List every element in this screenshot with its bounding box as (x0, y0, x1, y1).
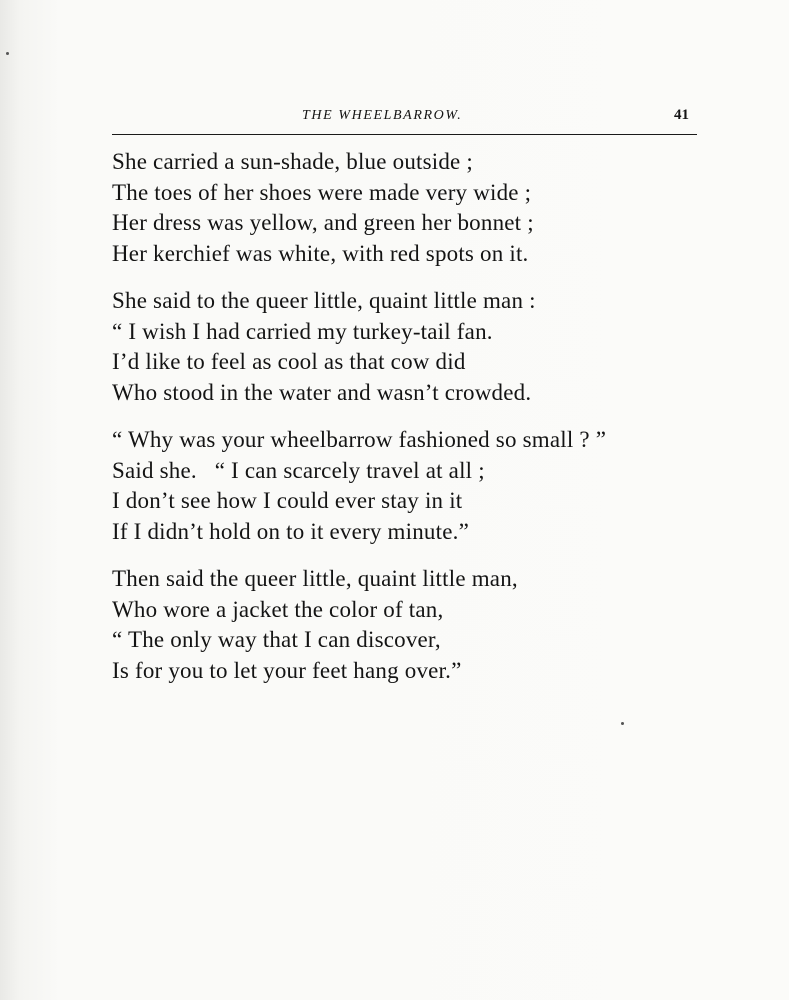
poem-line: Who stood in the water and wasn’t crowded. (112, 379, 532, 405)
running-title: THE WHEELBARROW. (302, 108, 463, 123)
ink-speck (621, 722, 624, 725)
poem-body (112, 147, 702, 703)
poem-line: If I didn’t hold on to it every minute.” (112, 518, 469, 544)
stanza-1 (112, 147, 702, 269)
poem-line: “ Why was your wheelbarrow fashioned so small ? ” (112, 427, 607, 452)
poem-line: I’d like to feel as cool as that cow did (112, 349, 466, 374)
header-rule (112, 134, 697, 135)
poem-line: I don’t see how I could ever stay in it (112, 488, 463, 513)
poem-line: She said to the queer little, quaint little man : (112, 288, 536, 313)
poem-line: “ I wish I had carried my turkey-tail fan. (112, 318, 493, 344)
stanza-3 (112, 425, 702, 547)
poem-line: Said she. “ I can scarcely travel at all ; (112, 457, 485, 483)
page-number: 41 (674, 107, 689, 123)
poem-line: She carried a sun-shade, blue outside ; (112, 149, 473, 174)
poem-line: Then said the queer little, quaint little man, (112, 566, 518, 591)
poem-line: Her dress was yellow, and green her bonnet ; (112, 210, 534, 235)
page-header (112, 104, 697, 130)
ink-speck (6, 52, 9, 55)
poem-line: Who wore a jacket the color of tan, (112, 596, 444, 622)
poem-line: Is for you to let your feet hang over.” (112, 657, 462, 683)
poem-line: The toes of her shoes were made very wide ; (112, 179, 532, 205)
stanza-4 (112, 564, 702, 686)
poem-line: Her kerchief was white, with red spots on it. (112, 240, 529, 266)
poem-line: “ The only way that I can discover, (112, 627, 441, 652)
stanza-2 (112, 286, 702, 408)
